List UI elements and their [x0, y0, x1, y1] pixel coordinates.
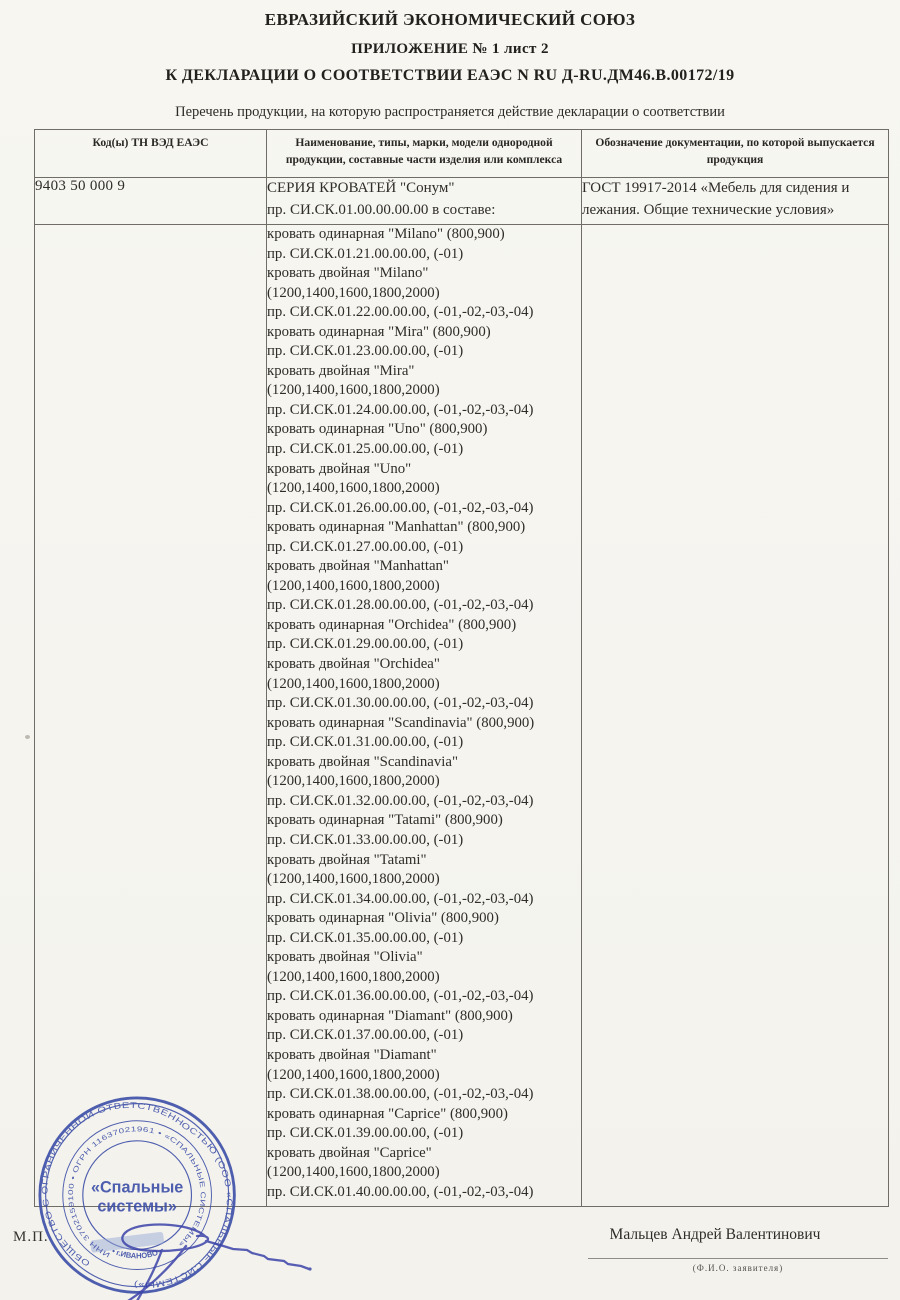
product-line: пр. СИ.СК.01.31.00.00.00, (-01)	[267, 734, 464, 751]
col-header-name: Наименование, типы, марки, модели однородной продукции, составные части изделия или комплекса	[267, 130, 582, 178]
company-stamp	[33, 1096, 247, 1300]
product-line: кровать одинарная "Tatami" (800,900)	[267, 812, 503, 829]
product-line: кровать одинарная "Milano" (800,900)	[267, 226, 505, 242]
signature-underline	[588, 1258, 888, 1259]
product-line: пр. СИ.СК.01.35.00.00.00, (-01)	[267, 929, 464, 946]
product-line: пр. СИ.СК.01.23.00.00.00, (-01)	[267, 343, 464, 360]
scan-speck	[25, 735, 30, 739]
table-row-products	[35, 225, 889, 1207]
gost-line: лежания. Общие технические условия»	[582, 201, 835, 218]
product-line: пр. СИ.СК.01.39.00.00.00, (-01)	[267, 1125, 464, 1142]
product-line: кровать одинарная "Uno" (800,900)	[267, 421, 488, 438]
product-line: кровать двойная "Olivia"	[267, 949, 423, 966]
product-list-cell	[267, 225, 582, 1207]
product-line: кровать двойная "Scandinavia"	[267, 753, 458, 770]
product-line: кровать двойная "Milano"	[267, 265, 429, 282]
product-line: кровать одинарная "Mira" (800,900)	[267, 323, 491, 340]
product-line: пр. СИ.СК.01.21.00.00.00, (-01)	[267, 245, 464, 262]
product-line: пр. СИ.СК.01.32.00.00.00, (-01,-02,-03,-04)	[267, 792, 534, 809]
product-line: (1200,1400,1600,1800,2000)	[267, 773, 440, 790]
product-line: пр. СИ.СК.01.33.00.00.00, (-01)	[267, 831, 464, 848]
product-line: (1200,1400,1600,1800,2000)	[267, 284, 440, 301]
product-line: кровать двойная "Manhattan"	[267, 558, 449, 575]
tnved-code: 9403 50 000 9	[35, 178, 267, 225]
product-line: кровать двойная "Diamant"	[267, 1046, 437, 1063]
product-line: пр. СИ.СК.01.40.00.00.00, (-01,-02,-03,-04)	[267, 1183, 534, 1200]
col-header-code: Код(ы) ТН ВЭД ЕАЭС	[35, 130, 267, 178]
product-line: кровать двойная "Tatami"	[267, 851, 427, 868]
product-line: пр. СИ.СК.01.29.00.00.00, (-01)	[267, 636, 464, 653]
product-line: (1200,1400,1600,1800,2000)	[267, 1066, 440, 1083]
product-line: пр. СИ.СК.01.37.00.00.00, (-01)	[267, 1027, 464, 1044]
product-line: кровать двойная "Orchidea"	[267, 656, 440, 673]
seal-place-label: М.П.	[13, 1229, 49, 1245]
product-line: (1200,1400,1600,1800,2000)	[267, 1164, 440, 1181]
product-line: пр. СИ.СК.01.28.00.00.00, (-01,-02,-03,-04)	[267, 597, 534, 614]
product-line: кровать одинарная "Manhattan" (800,900)	[267, 519, 526, 536]
product-line: пр. СИ.СК.01.38.00.00.00, (-01,-02,-03,-04)	[267, 1086, 534, 1103]
gost-line: ГОСТ 19917-2014 «Мебель для сидения и	[582, 180, 850, 196]
product-line: кровать двойная "Uno"	[267, 460, 412, 477]
product-line: (1200,1400,1600,1800,2000)	[267, 577, 440, 594]
product-table	[34, 129, 889, 1207]
product-line: (1200,1400,1600,1800,2000)	[267, 871, 440, 888]
signer-name: Мальцев Андрей Валентинович	[609, 1226, 821, 1243]
product-line: пр. СИ.СК.01.24.00.00.00, (-01,-02,-03,-04)	[267, 401, 534, 418]
signer-caption: (Ф.И.О. заявителя)	[692, 1263, 784, 1273]
product-line: (1200,1400,1600,1800,2000)	[267, 675, 440, 692]
table-header-row	[35, 130, 889, 178]
product-line: кровать одинарная "Scandinavia" (800,900)	[267, 714, 535, 731]
product-line: пр. СИ.СК.01.27.00.00.00, (-01)	[267, 538, 464, 555]
stamp-outer-ring-text: ОБЩЕСТВО С ОГРАНИЧЕННОЙ ОТВЕТСТВЕННОСТЬЮ (ООО «СПАЛЬНЫЕ СИСТЕМЫ»)	[40, 1100, 234, 1290]
stamp-city-text: • г.ИВАНОВО •	[110, 1246, 164, 1261]
product-line: кровать одинарная "Olivia" (800,900)	[267, 910, 499, 927]
title-union: ЕВРАЗИЙСКИЙ ЭКОНОМИЧЕСКИЙ СОЮЗ	[264, 10, 636, 29]
table-caption: Перечень продукции, на которую распространяется действие декларации о соответствии	[175, 104, 725, 120]
col-header-doc: Обозначение документации, по которой выпускается продукция	[582, 130, 889, 178]
product-line: пр. СИ.СК.01.34.00.00.00, (-01,-02,-03,-04)	[267, 890, 534, 907]
product-line: кровать одинарная "Diamant" (800,900)	[267, 1007, 513, 1024]
table-row-series	[35, 178, 889, 225]
stamp-center-line1: «Спальные	[90, 1178, 184, 1197]
product-line: кровать одинарная "Caprice" (800,900)	[267, 1105, 508, 1122]
product-line: кровать двойная "Caprice"	[267, 1144, 432, 1161]
stamp-center-line2: системы»	[97, 1197, 177, 1216]
product-line: пр. СИ.СК.01.26.00.00.00, (-01,-02,-03,-04)	[267, 499, 534, 516]
empty-code-cell	[35, 225, 267, 1207]
product-line: пр. СИ.СК.01.30.00.00.00, (-01,-02,-03,-04)	[267, 695, 534, 712]
series-name-line: пр. СИ.СК.01.00.00.00.00 в составе:	[267, 201, 496, 218]
signature-end-dot	[308, 1267, 311, 1270]
stamp-middle-ring-text: ИНН 3702159100 • ОГРН 11637021961 • «СПАЛЬНЫЕ СИСТЕМЫ»	[67, 1126, 206, 1258]
gost-cell	[582, 178, 889, 225]
product-line: (1200,1400,1600,1800,2000)	[267, 480, 440, 497]
title-declaration-number: К ДЕКЛАРАЦИИ О СООТВЕТСТВИИ ЕАЭС N RU Д-RU.ДМ46.В.00172/19	[165, 67, 735, 84]
product-line: кровать одинарная "Orchidea" (800,900)	[267, 616, 517, 633]
series-name-line: СЕРИЯ КРОВАТЕЙ "Сонум"	[267, 180, 455, 196]
product-line: пр. СИ.СК.01.36.00.00.00, (-01,-02,-03,-04)	[267, 988, 534, 1005]
product-line: пр. СИ.СК.01.25.00.00.00, (-01)	[267, 441, 464, 458]
product-line: пр. СИ.СК.01.22.00.00.00, (-01,-02,-03,-04)	[267, 304, 534, 321]
product-line: (1200,1400,1600,1800,2000)	[267, 382, 440, 399]
product-line: (1200,1400,1600,1800,2000)	[267, 968, 440, 985]
product-line: кровать двойная "Mira"	[267, 362, 415, 379]
series-name-cell	[267, 178, 582, 225]
title-annex: ПРИЛОЖЕНИЕ № 1 лист 2	[351, 41, 549, 57]
empty-doc-cell	[582, 225, 889, 1207]
